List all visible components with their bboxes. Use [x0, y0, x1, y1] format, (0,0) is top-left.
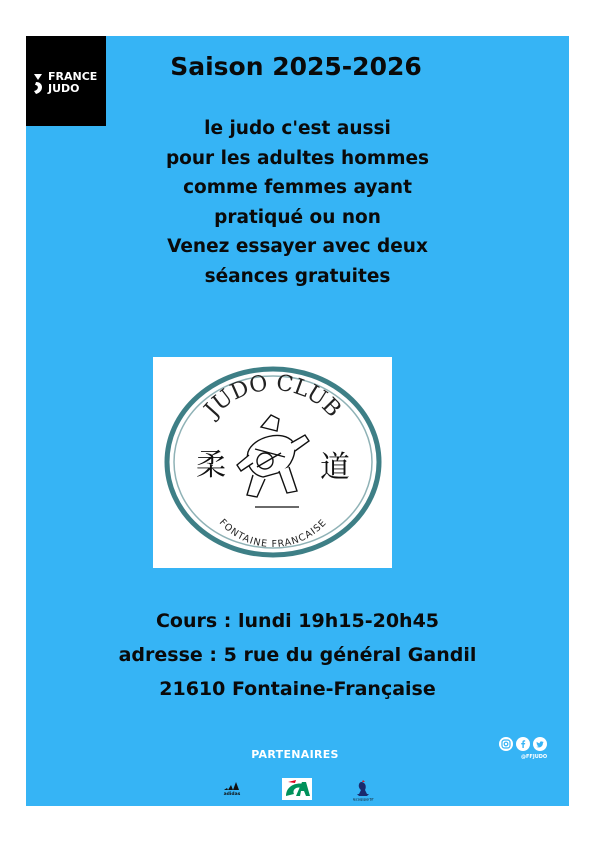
logo-bottom-text: FONTAINE FRANCAISE [216, 517, 330, 551]
social-handle: @FFJUDO [521, 754, 548, 760]
info-schedule: Cours : lundi 19h15-20h45 [155, 610, 440, 632]
france-judo-logo [26, 36, 106, 126]
intro-line: comme femmes ayant [183, 177, 412, 198]
social-block [499, 737, 559, 760]
intro-text [26, 114, 569, 291]
logo-top-text: JUDO CLUB [199, 370, 346, 423]
france-judo-mark-icon [32, 72, 46, 96]
logo-line-2: JUDO [48, 82, 80, 95]
adidas-logo [221, 780, 243, 800]
info-address: adresse : 5 rue du général Gandil [118, 644, 477, 666]
intro-line: Venez essayer avec deux [167, 236, 428, 257]
judoka-illustration [237, 415, 309, 497]
kanji-right: 道 [320, 450, 350, 485]
logo-line-1: FRANCE [48, 70, 98, 83]
svg-text:lecoqsportif: lecoqsportif [352, 797, 374, 802]
facebook-icon[interactable] [516, 737, 530, 751]
svg-text:adidas: adidas [223, 792, 241, 796]
info-city: 21610 Fontaine-Française [159, 678, 436, 700]
france-judo-wordmark [48, 71, 97, 95]
judo-club-emblem [153, 357, 392, 568]
instagram-icon[interactable] [499, 737, 513, 751]
intro-line: séances gratuites [204, 265, 391, 287]
intro-line: pratiqué ou non [214, 206, 381, 228]
credit-agricole-logo [282, 778, 312, 804]
course-info [26, 604, 569, 706]
twitter-icon[interactable] [533, 737, 547, 751]
le-coq-sportif-logo [351, 778, 375, 806]
page-title: Saison 2025-2026 [170, 52, 422, 81]
partners-heading: PARTENAIRES [251, 748, 339, 761]
judo-club-logo [153, 357, 392, 568]
intro-line: pour les adultes hommes [165, 147, 430, 169]
intro-line: le judo c'est aussi [204, 118, 391, 139]
kanji-left: 柔 [196, 448, 226, 483]
